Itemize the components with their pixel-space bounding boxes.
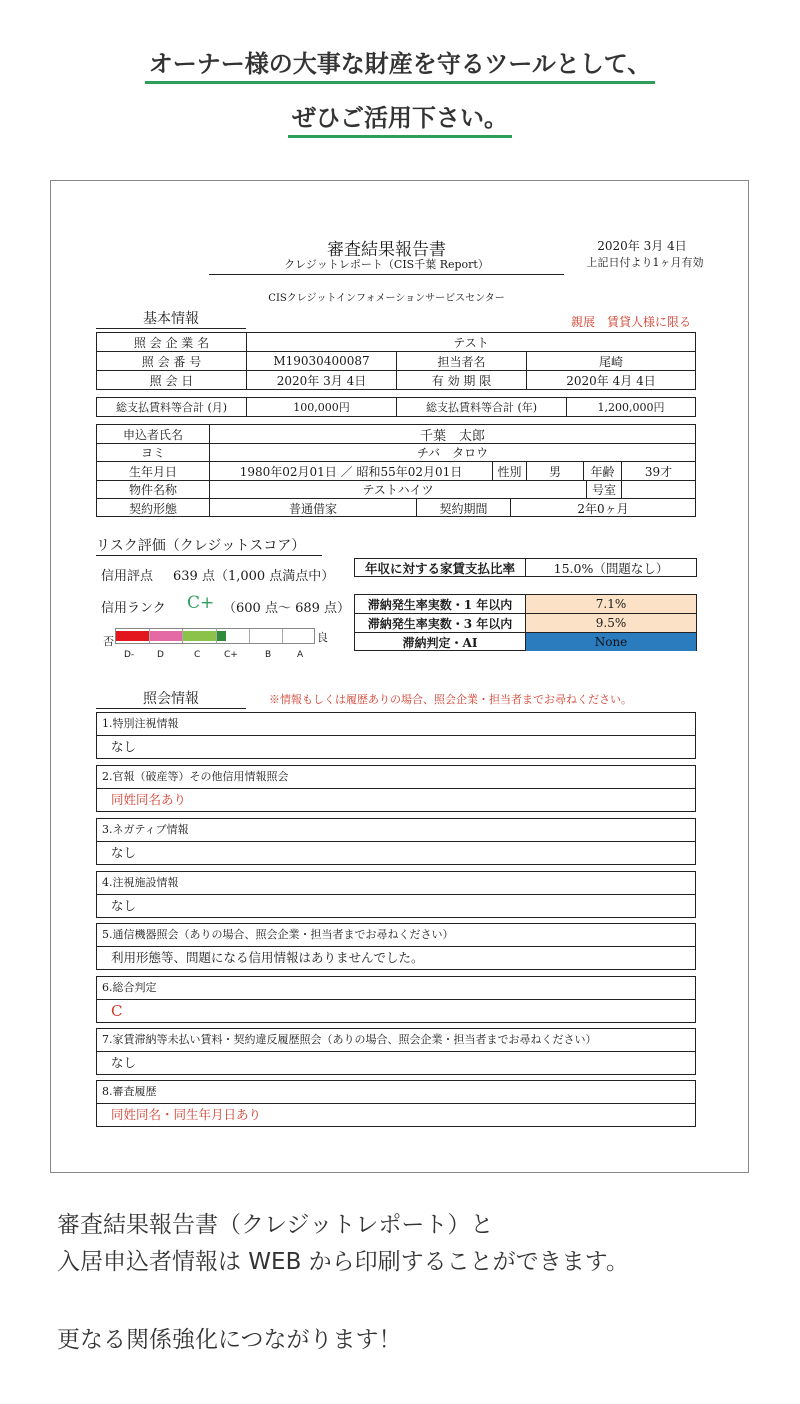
late3-label: 滞納発生率実数・3 年以内 <box>355 614 526 632</box>
inquiry-item-value: なし <box>111 1055 137 1070</box>
room-value <box>622 481 695 498</box>
property-value: テストハイツ <box>210 481 587 498</box>
property-label: 物件名称 <box>97 481 210 498</box>
footer-line1: 審査結果報告書（クレジットレポート）と <box>57 1212 494 1238</box>
basic-info-title: 基本情報 <box>96 308 246 329</box>
inquiry-item <box>96 818 696 865</box>
inquiry-item-title: 8.審査履歴 <box>97 1081 695 1104</box>
number-value: M19030400087 <box>247 352 397 370</box>
inquiry-item <box>96 976 696 1023</box>
company-label: 照 会 企 業 名 <box>97 333 247 351</box>
inquiry-item-value: なし <box>111 739 137 754</box>
headline-line2: ぜひご活用下さい。 <box>0 98 800 138</box>
inquiry-item-title: 7.家賃滞納等未払い賃料・契約違反履歴照会（ありの場合、照会企業・担当者までお尋ねください） <box>97 1029 695 1052</box>
footer-line3: 更なる関係強化につながります！ <box>57 1327 402 1353</box>
score-label: 信用評点 <box>101 569 154 584</box>
room-label: 号室 <box>587 481 622 498</box>
late1-label: 滞納発生率実数・1 年以内 <box>355 595 526 613</box>
scale-label-dminus: D- <box>124 650 135 660</box>
credit-report-document <box>50 180 749 1173</box>
inquiry-item-value: 利用形態等、問題になる信用情報はありませんでした。 <box>111 950 424 965</box>
kana-label: ヨミ <box>97 444 210 461</box>
ratio-value: 15.0%（問題なし） <box>553 560 669 576</box>
inquiry-item-title: 6.総合判定 <box>97 977 695 1000</box>
rank-label: 信用ランク <box>101 601 166 616</box>
headline-line1: オーナー様の大事な財産を守るツールとして、 <box>0 44 800 84</box>
rent-ratio-table <box>354 558 697 577</box>
staff-label: 担当者名 <box>397 352 527 370</box>
age-label: 年齢 <box>584 462 622 480</box>
rent-month-value: 100,000円 <box>247 398 397 416</box>
confidential-note: 親展 賃貸人様に限る <box>571 315 692 329</box>
date-label: 照 会 日 <box>97 371 247 390</box>
rent-year-value: 1,200,000円 <box>597 401 665 414</box>
kana-value: チバ タロウ <box>416 446 489 460</box>
report-center: CISクレジットインフォメーションサービスセンター <box>268 293 505 304</box>
date-value: 2020年 3月 4日 <box>247 371 397 390</box>
inquiry-item-value: なし <box>111 845 137 860</box>
expiry-value: 2020年 4月 4日 <box>566 374 656 388</box>
inquiry-item <box>96 871 696 918</box>
inquiry-title: 照会情報 <box>96 688 246 709</box>
report-date: 2020年 3月 4日 <box>597 239 687 253</box>
contract-label: 契約形態 <box>97 499 210 517</box>
number-label: 照 会 番 号 <box>97 352 247 370</box>
scale-good-label: 良 <box>317 631 328 644</box>
sex-value: 男 <box>527 462 584 480</box>
contract-value: 普通借家 <box>210 499 417 517</box>
sex-label: 性別 <box>493 462 527 480</box>
score-value: 639 点（1,000 点満点中） <box>173 569 335 584</box>
scale-segment-darkgreen <box>216 631 226 641</box>
score-scale <box>115 628 315 644</box>
scale-label-d: D <box>157 650 164 660</box>
late-payment-table <box>354 594 697 651</box>
report-subtitle: クレジットレポート（CIS千葉 Report） <box>209 256 564 275</box>
inquiry-item-value: C <box>111 1002 123 1020</box>
period-label: 契約期間 <box>417 499 511 517</box>
inquiry-item-value: 同姓同名あり <box>111 792 187 807</box>
applicant-table <box>96 424 696 517</box>
rent-total-table <box>96 397 696 417</box>
inquiry-item-title: 1.特別注視情報 <box>97 713 695 736</box>
scale-label-b: B <box>265 650 272 660</box>
company-value: テスト <box>453 335 489 350</box>
scale-bad-label: 否 <box>103 635 114 648</box>
birth-label: 生年月日 <box>97 462 210 480</box>
scale-segment-green <box>182 631 216 641</box>
inquiry-item <box>96 1080 696 1127</box>
ai-value: None <box>526 633 696 651</box>
expiry-label: 有 効 期 限 <box>397 371 527 390</box>
inquiry-item-title: 4.注視施設情報 <box>97 872 695 895</box>
rank-value: C+ <box>187 593 215 613</box>
inquiry-item-value: 同姓同名・同生年月日あり <box>111 1107 262 1122</box>
inquiry-item-title: 2.官報（破産等）その他信用情報照会 <box>97 766 695 789</box>
report-validity: 上記日付より1ヶ月有効 <box>586 256 704 269</box>
staff-value: 尾崎 <box>598 354 623 369</box>
late1-value: 7.1% <box>526 595 696 613</box>
name-label: 申込者氏名 <box>97 425 210 443</box>
rent-year-label: 総支払賃料等合計 (年) <box>397 398 567 416</box>
scale-segment-red <box>116 631 149 641</box>
period-value: 2年0ヶ月 <box>577 501 629 516</box>
age-value: 39才 <box>644 464 673 479</box>
inquiry-item-value: なし <box>111 898 137 913</box>
ai-label: 滞納判定・AI <box>355 633 526 651</box>
name-value: 千葉 太郎 <box>419 428 485 444</box>
birth-value: 1980年02月01日 ／ 昭和55年02月01日 <box>210 462 493 480</box>
risk-title: リスク評価（クレジットスコア） <box>96 535 322 556</box>
inquiry-item <box>96 1028 696 1075</box>
report-title: 審査結果報告書 <box>327 240 446 260</box>
inquiry-item-title: 5.通信機器照会（ありの場合、照会企業・担当者までお尋ねください） <box>97 924 695 947</box>
inquiry-note: ※情報もしくは履歴ありの場合、照会企業・担当者までお尋ねください。 <box>269 693 632 706</box>
inquiry-item <box>96 765 696 812</box>
rank-range: （600 点～ 689 点） <box>223 601 351 616</box>
scale-segment-pink <box>149 631 182 641</box>
inquiry-item-title: 3.ネガティブ情報 <box>97 819 695 842</box>
footer-line2: 入居申込者情報は WEB から印刷することができます。 <box>57 1249 629 1275</box>
rent-month-label: 総支払賃料等合計 (月) <box>97 398 247 416</box>
inquiry-item <box>96 923 696 970</box>
basic-info-table <box>96 332 696 390</box>
scale-label-cplus: C+ <box>224 650 238 660</box>
scale-label-a: A <box>297 650 304 660</box>
scale-label-c: C <box>194 650 201 660</box>
late3-value: 9.5% <box>526 614 696 632</box>
ratio-label: 年収に対する家賃支払比率 <box>355 559 526 576</box>
inquiry-item <box>96 712 696 759</box>
